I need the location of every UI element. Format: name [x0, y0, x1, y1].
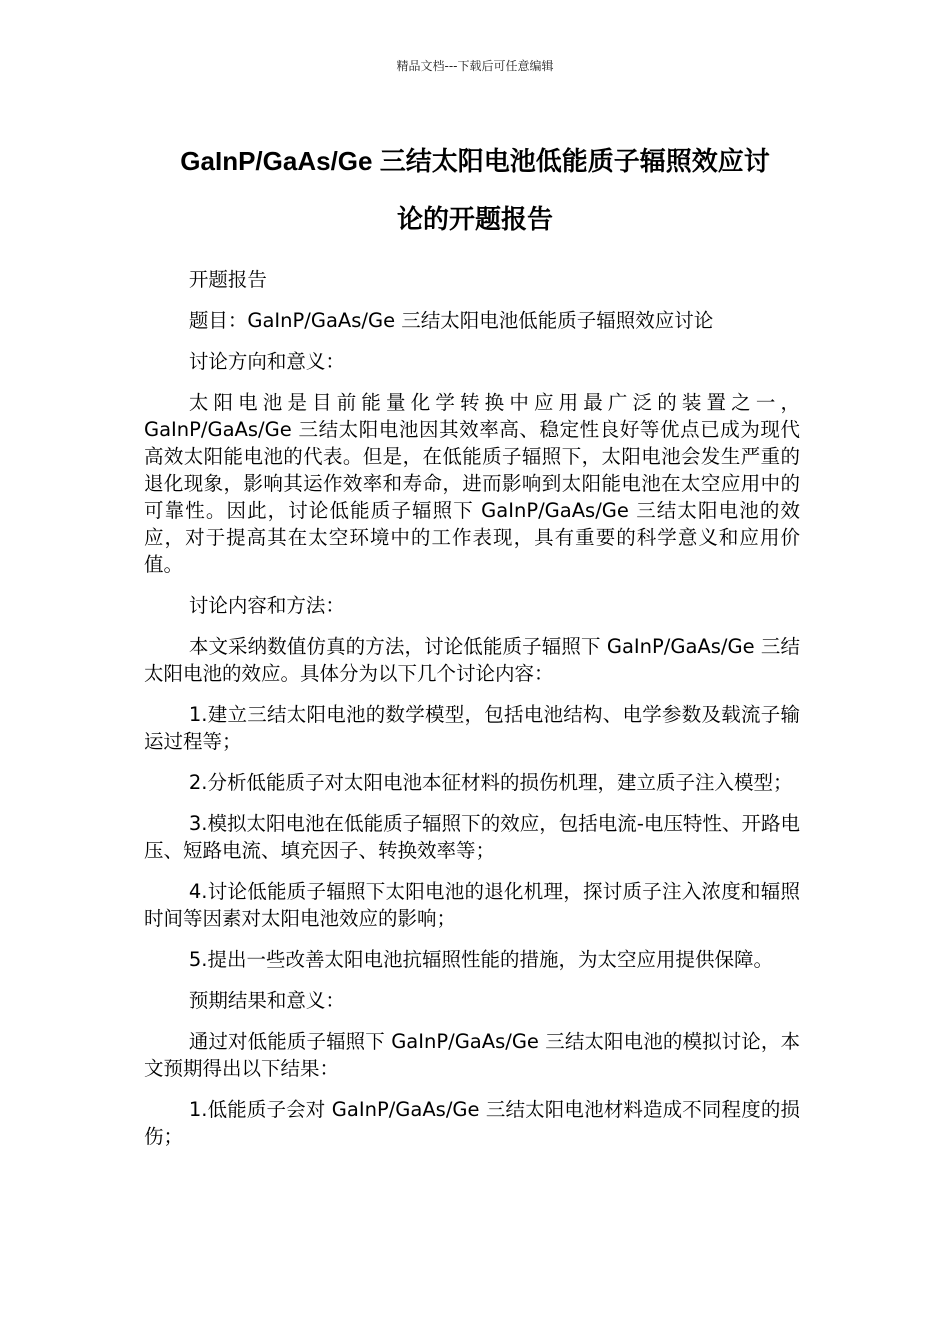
section-heading-direction: 讨论方向和意义： — [188, 350, 345, 373]
title-line-1: GaInP/GaAs/Ge 三结太阳电池低能质子辐照效应讨 — [180, 146, 770, 176]
paragraph-background: 太阳电池是目前能量化学转换中应用最广泛的装置之一，GaInP/GaAs/Ge 三结太阳电池因其效率高、稳定性良好等优点已成为现代高效太阳能电池的代表。但是，在低能质子辐照下，太阳电池会发生严重的退化现象，影响其运作效率和寿命，进而影响到太阳能电池在太空应用中的可靠性。因此，讨论低能质子辐照下 GaInP/GaAs/Ge 三结太阳电池的效应，对于提高其在太空环境中的工作表现，具有重要的科学意义和应用价值。 — [144, 391, 800, 576]
list-item: 2.分析低能质子对太阳电池本征材料的损伤机理，建立质子注入模型； — [188, 771, 793, 794]
list-item: 1.低能质子会对 GaInP/GaAs/Ge 三结太阳电池材料造成不同程度的损伤； — [144, 1098, 800, 1148]
list-item: 3.模拟太阳电池在低能质子辐照下的效应，包括电流-电压特性、开路电压、短路电流、填充因子、转换效率等； — [144, 812, 800, 862]
document-body — [144, 266, 800, 1164]
list-item: 1.建立三结太阳电池的数学模型，包括电池结构、电学参数及载流子输运过程等； — [144, 703, 800, 753]
document-title — [143, 132, 807, 248]
section-heading-report: 开题报告 — [188, 268, 267, 291]
list-item: 5.提出一些改善太阳电池抗辐照性能的措施，为太空应用提供保障。 — [188, 948, 773, 971]
list-item: 4.讨论低能质子辐照下太阳电池的退化机理，探讨质子注入浓度和辐照时间等因素对太阳电池效应的影响； — [144, 880, 800, 930]
section-heading-methods: 讨论内容和方法： — [188, 594, 345, 617]
topic-line: 题目：GaInP/GaAs/Ge 三结太阳电池低能质子辐照效应讨论 — [188, 309, 714, 332]
title-line-2: 论的开题报告 — [396, 204, 553, 234]
header-note: 精品文档---下载后可任意编辑 — [396, 59, 554, 73]
paragraph-methods-intro: 本文采纳数值仿真的方法，讨论低能质子辐照下 GaInP/GaAs/Ge 三结太阳电池的效应。具体分为以下几个讨论内容： — [144, 635, 800, 685]
paragraph-results-intro: 通过对低能质子辐照下 GaInP/GaAs/Ge 三结太阳电池的模拟讨论，本文预期得出以下结果： — [144, 1030, 800, 1080]
section-heading-results: 预期结果和意义： — [188, 989, 345, 1012]
